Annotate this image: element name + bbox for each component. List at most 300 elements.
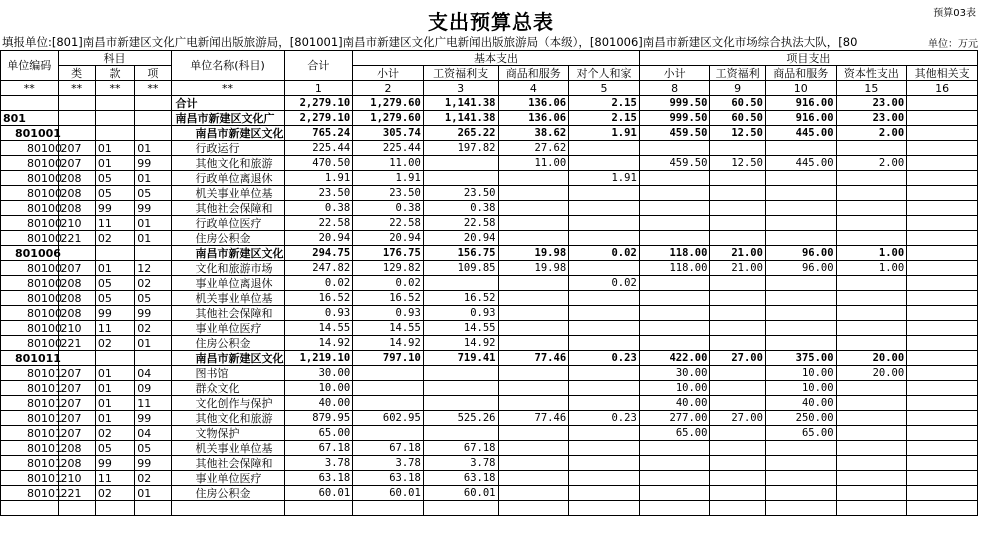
xiang-cell: 01 [135, 171, 171, 186]
basic-wage-cell [423, 366, 498, 381]
total-cell: 0.38 [284, 201, 353, 216]
project-capital-cell [836, 486, 907, 501]
basic-personal-cell [569, 426, 640, 441]
basic-personal-cell: 2.15 [569, 111, 640, 126]
table-row [1, 351, 978, 366]
total-cell: 67.18 [284, 441, 353, 456]
total-cell: 765.24 [284, 126, 353, 141]
xiang-cell [135, 126, 171, 141]
basic-goods-cell [498, 471, 569, 486]
code-cell: 80100 [1, 171, 59, 186]
basic-goods-cell [498, 186, 569, 201]
project-goods-cell: 916.00 [765, 111, 836, 126]
name-cell: 文物保护 [171, 426, 284, 441]
name-cell: 南昌市新建区文化 [171, 351, 284, 366]
table-row [1, 291, 978, 306]
lei-cell: 208 [58, 441, 95, 456]
kuan-cell: 11 [95, 216, 134, 231]
basic-goods-cell [498, 321, 569, 336]
code-cell: 80100 [1, 231, 59, 246]
name-cell: 文化和旅游市场 [171, 261, 284, 276]
basic-wage-cell [423, 426, 498, 441]
kuan-cell: 11 [95, 321, 134, 336]
index-cell: 16 [907, 81, 978, 96]
index-cell: ** [171, 81, 284, 96]
basic-personal-cell: 1.91 [569, 171, 640, 186]
project-subtotal-cell: 118.00 [639, 261, 710, 276]
code-cell: 801011 [1, 351, 59, 366]
basic-subtotal-cell [353, 366, 424, 381]
project-subtotal-cell [639, 486, 710, 501]
lei-cell: 207 [58, 141, 95, 156]
basic-subtotal-cell: 11.00 [353, 156, 424, 171]
table-row [1, 141, 978, 156]
basic-subtotal-cell: 3.78 [353, 456, 424, 471]
basic-subtotal-cell: 63.18 [353, 471, 424, 486]
project-wage-cell [710, 141, 766, 156]
xiang-cell [135, 246, 171, 261]
project-other-cell [907, 381, 978, 396]
basic-personal-cell [569, 396, 640, 411]
project-wage-cell: 12.50 [710, 126, 766, 141]
project-subtotal-cell [639, 291, 710, 306]
xiang-cell: 02 [135, 471, 171, 486]
lei-cell: 207 [58, 381, 95, 396]
basic-goods-cell [498, 381, 569, 396]
header-basic-sub: 小计 [353, 66, 424, 81]
basic-wage-cell: 719.41 [423, 351, 498, 366]
budget-table [0, 50, 978, 516]
header-subject: 科目 [58, 51, 171, 66]
project-subtotal-cell [639, 171, 710, 186]
project-goods-cell [765, 441, 836, 456]
table-row [1, 96, 978, 111]
project-capital-cell [836, 141, 907, 156]
lei-cell: 208 [58, 276, 95, 291]
project-other-cell [907, 276, 978, 291]
basic-subtotal-cell [353, 426, 424, 441]
kuan-cell: 01 [95, 261, 134, 276]
kuan-cell [95, 246, 134, 261]
basic-goods-cell [498, 441, 569, 456]
project-other-cell [907, 426, 978, 441]
basic-personal-cell [569, 366, 640, 381]
project-other-cell [907, 486, 978, 501]
basic-personal-cell [569, 156, 640, 171]
total-cell: 2,279.10 [284, 96, 353, 111]
basic-goods-cell [498, 366, 569, 381]
code-cell: 80100 [1, 156, 59, 171]
project-wage-cell [710, 366, 766, 381]
lei-cell: 210 [58, 471, 95, 486]
project-capital-cell [836, 456, 907, 471]
lei-cell [58, 111, 95, 126]
lei-cell: 207 [58, 156, 95, 171]
project-other-cell [907, 111, 978, 126]
project-capital-cell [836, 186, 907, 201]
xiang-cell: 01 [135, 486, 171, 501]
basic-personal-cell: 0.02 [569, 246, 640, 261]
name-cell: 南昌市新建区文化 [171, 126, 284, 141]
project-subtotal-cell: 65.00 [639, 426, 710, 441]
basic-wage-cell [423, 171, 498, 186]
project-wage-cell: 21.00 [710, 261, 766, 276]
project-goods-cell [765, 486, 836, 501]
basic-wage-cell: 197.82 [423, 141, 498, 156]
index-cell: ** [135, 81, 171, 96]
basic-subtotal-cell [353, 381, 424, 396]
basic-personal-cell: 1.91 [569, 126, 640, 141]
index-cell: 5 [569, 81, 640, 96]
basic-subtotal-cell: 23.50 [353, 186, 424, 201]
name-cell: 其他社会保障和 [171, 306, 284, 321]
project-subtotal-cell: 277.00 [639, 411, 710, 426]
header-xiang: 项 [135, 66, 171, 81]
code-cell: 80101 [1, 426, 59, 441]
lei-cell: 208 [58, 186, 95, 201]
report-code: 预算03表 [933, 8, 976, 19]
code-cell: 80100 [1, 321, 59, 336]
basic-subtotal-cell: 22.58 [353, 216, 424, 231]
project-goods-cell [765, 216, 836, 231]
table-row [1, 456, 978, 471]
project-goods-cell [765, 291, 836, 306]
project-capital-cell: 23.00 [836, 111, 907, 126]
kuan-cell: 02 [95, 231, 134, 246]
project-wage-cell [710, 441, 766, 456]
kuan-cell: 02 [95, 426, 134, 441]
project-goods-cell: 375.00 [765, 351, 836, 366]
project-wage-cell [710, 216, 766, 231]
project-goods-cell [765, 501, 836, 516]
name-cell: 事业单位离退休 [171, 276, 284, 291]
basic-personal-cell [569, 381, 640, 396]
project-other-cell [907, 336, 978, 351]
header-proj-other: 其他相关支 [907, 66, 978, 81]
project-goods-cell: 65.00 [765, 426, 836, 441]
project-capital-cell [836, 306, 907, 321]
table-row [1, 246, 978, 261]
xiang-cell: 04 [135, 366, 171, 381]
name-cell: 事业单位医疗 [171, 471, 284, 486]
basic-personal-cell [569, 186, 640, 201]
basic-goods-cell [498, 201, 569, 216]
xiang-cell: 01 [135, 141, 171, 156]
basic-goods-cell: 27.62 [498, 141, 569, 156]
code-cell: 80101 [1, 366, 59, 381]
lei-cell: 210 [58, 216, 95, 231]
project-capital-cell: 2.00 [836, 126, 907, 141]
project-wage-cell [710, 486, 766, 501]
total-cell: 225.44 [284, 141, 353, 156]
project-capital-cell [836, 381, 907, 396]
project-subtotal-cell [639, 201, 710, 216]
name-cell: 住房公积金 [171, 336, 284, 351]
kuan-cell [95, 351, 134, 366]
index-cell: 15 [836, 81, 907, 96]
name-cell: 其他社会保障和 [171, 201, 284, 216]
project-subtotal-cell [639, 231, 710, 246]
total-cell: 16.52 [284, 291, 353, 306]
basic-personal-cell [569, 291, 640, 306]
project-subtotal-cell [639, 501, 710, 516]
kuan-cell: 01 [95, 381, 134, 396]
name-cell: 机关事业单位基 [171, 186, 284, 201]
basic-personal-cell [569, 321, 640, 336]
index-cell: 9 [710, 81, 766, 96]
basic-subtotal-cell: 1,279.60 [353, 96, 424, 111]
project-capital-cell [836, 441, 907, 456]
kuan-cell: 01 [95, 141, 134, 156]
basic-subtotal-cell: 602.95 [353, 411, 424, 426]
index-cell: ** [1, 81, 59, 96]
project-subtotal-cell: 118.00 [639, 246, 710, 261]
basic-subtotal-cell: 225.44 [353, 141, 424, 156]
basic-wage-cell: 14.55 [423, 321, 498, 336]
total-cell: 2,279.10 [284, 111, 353, 126]
total-cell: 14.55 [284, 321, 353, 336]
name-cell: 住房公积金 [171, 231, 284, 246]
table-row [1, 336, 978, 351]
lei-cell: 208 [58, 291, 95, 306]
xiang-cell: 99 [135, 201, 171, 216]
lei-cell [58, 126, 95, 141]
kuan-cell: 99 [95, 306, 134, 321]
total-cell: 65.00 [284, 426, 353, 441]
name-cell: 行政单位离退休 [171, 171, 284, 186]
filing-unit: 填报单位:[801]南昌市新建区文化广电新闻出版旅游局，[801001]南昌市新建区文化广电新闻出版旅游局（本级），[801006]南昌市新建区文化市场综合执法大队，[80 [2, 35, 858, 49]
project-wage-cell: 21.00 [710, 246, 766, 261]
project-goods-cell [765, 306, 836, 321]
project-subtotal-cell [639, 186, 710, 201]
project-subtotal-cell: 999.50 [639, 96, 710, 111]
project-wage-cell [710, 471, 766, 486]
basic-wage-cell: 0.38 [423, 201, 498, 216]
project-wage-cell [710, 396, 766, 411]
project-other-cell [907, 171, 978, 186]
xiang-cell: 05 [135, 441, 171, 456]
basic-personal-cell [569, 201, 640, 216]
total-cell: 1,219.10 [284, 351, 353, 366]
project-capital-cell: 20.00 [836, 351, 907, 366]
project-goods-cell: 96.00 [765, 246, 836, 261]
basic-goods-cell [498, 231, 569, 246]
basic-goods-cell: 136.06 [498, 111, 569, 126]
project-capital-cell [836, 501, 907, 516]
project-other-cell [907, 96, 978, 111]
header-total: 合计 [284, 51, 353, 81]
total-cell: 23.50 [284, 186, 353, 201]
table-row [1, 501, 978, 516]
basic-wage-cell [423, 501, 498, 516]
basic-wage-cell: 22.58 [423, 216, 498, 231]
name-cell [171, 501, 284, 516]
table-row [1, 396, 978, 411]
basic-personal-cell: 0.23 [569, 351, 640, 366]
total-cell: 470.50 [284, 156, 353, 171]
xiang-cell: 12 [135, 261, 171, 276]
header-proj-wage: 工资福利 [710, 66, 766, 81]
code-cell: 80101 [1, 486, 59, 501]
basic-subtotal-cell: 797.10 [353, 351, 424, 366]
name-cell: 文化创作与保护 [171, 396, 284, 411]
total-cell: 0.93 [284, 306, 353, 321]
basic-wage-cell: 60.01 [423, 486, 498, 501]
table-row [1, 231, 978, 246]
project-other-cell [907, 291, 978, 306]
project-goods-cell [765, 456, 836, 471]
project-wage-cell [710, 381, 766, 396]
header-code: 单位编码 [1, 51, 59, 81]
project-subtotal-cell [639, 471, 710, 486]
basic-personal-cell [569, 141, 640, 156]
table-row [1, 366, 978, 381]
project-capital-cell [836, 201, 907, 216]
basic-goods-cell: 77.46 [498, 411, 569, 426]
code-cell: 80100 [1, 201, 59, 216]
project-goods-cell: 10.00 [765, 381, 836, 396]
index-cell: ** [58, 81, 95, 96]
project-capital-cell [836, 216, 907, 231]
table-row [1, 156, 978, 171]
xiang-cell: 04 [135, 426, 171, 441]
project-subtotal-cell: 459.50 [639, 126, 710, 141]
index-cell: 3 [423, 81, 498, 96]
kuan-cell: 01 [95, 396, 134, 411]
lei-cell: 207 [58, 426, 95, 441]
project-wage-cell [710, 276, 766, 291]
basic-wage-cell: 23.50 [423, 186, 498, 201]
project-other-cell [907, 231, 978, 246]
kuan-cell: 05 [95, 441, 134, 456]
basic-subtotal-cell: 176.75 [353, 246, 424, 261]
project-capital-cell [836, 336, 907, 351]
lei-cell: 207 [58, 261, 95, 276]
basic-subtotal-cell: 129.82 [353, 261, 424, 276]
table-row [1, 216, 978, 231]
code-cell: 80101 [1, 456, 59, 471]
xiang-cell: 02 [135, 276, 171, 291]
project-goods-cell: 916.00 [765, 96, 836, 111]
kuan-cell: 99 [95, 201, 134, 216]
lei-cell: 208 [58, 456, 95, 471]
project-wage-cell [710, 456, 766, 471]
total-cell: 22.58 [284, 216, 353, 231]
lei-cell: 207 [58, 411, 95, 426]
project-goods-cell [765, 336, 836, 351]
project-other-cell [907, 456, 978, 471]
project-other-cell [907, 126, 978, 141]
kuan-cell: 99 [95, 456, 134, 471]
code-cell [1, 96, 59, 111]
basic-goods-cell [498, 171, 569, 186]
basic-goods-cell [498, 426, 569, 441]
basic-goods-cell: 38.62 [498, 126, 569, 141]
project-other-cell [907, 501, 978, 516]
basic-wage-cell: 67.18 [423, 441, 498, 456]
project-other-cell [907, 411, 978, 426]
table-row [1, 411, 978, 426]
header-proj-goods: 商品和服务 [765, 66, 836, 81]
basic-goods-cell [498, 306, 569, 321]
name-cell: 其他文化和旅游 [171, 411, 284, 426]
project-capital-cell [836, 426, 907, 441]
project-wage-cell [710, 336, 766, 351]
total-cell: 10.00 [284, 381, 353, 396]
project-wage-cell [710, 321, 766, 336]
basic-wage-cell: 156.75 [423, 246, 498, 261]
project-capital-cell: 1.00 [836, 246, 907, 261]
project-other-cell [907, 396, 978, 411]
kuan-cell: 05 [95, 276, 134, 291]
project-wage-cell: 60.50 [710, 111, 766, 126]
kuan-cell [95, 96, 134, 111]
total-cell: 14.92 [284, 336, 353, 351]
code-cell: 801006 [1, 246, 59, 261]
code-cell [1, 501, 59, 516]
code-cell: 801 [1, 111, 59, 126]
code-cell: 80100 [1, 306, 59, 321]
project-goods-cell: 250.00 [765, 411, 836, 426]
index-cell: 2 [353, 81, 424, 96]
basic-goods-cell [498, 336, 569, 351]
project-subtotal-cell [639, 441, 710, 456]
xiang-cell: 01 [135, 216, 171, 231]
project-goods-cell: 40.00 [765, 396, 836, 411]
code-cell: 80101 [1, 471, 59, 486]
project-goods-cell [765, 231, 836, 246]
basic-wage-cell: 20.94 [423, 231, 498, 246]
basic-subtotal-cell: 1.91 [353, 171, 424, 186]
total-cell: 30.00 [284, 366, 353, 381]
project-other-cell [907, 261, 978, 276]
header-basic: 基本支出 [353, 51, 640, 66]
table-row [1, 126, 978, 141]
code-cell: 80100 [1, 336, 59, 351]
code-cell: 80101 [1, 441, 59, 456]
basic-wage-cell [423, 156, 498, 171]
project-wage-cell [710, 231, 766, 246]
project-other-cell [907, 441, 978, 456]
basic-goods-cell: 19.98 [498, 246, 569, 261]
name-cell: 住房公积金 [171, 486, 284, 501]
basic-personal-cell [569, 456, 640, 471]
header-project: 项目支出 [639, 51, 977, 66]
kuan-cell: 05 [95, 171, 134, 186]
xiang-cell [135, 351, 171, 366]
project-other-cell [907, 366, 978, 381]
basic-subtotal-cell: 67.18 [353, 441, 424, 456]
total-cell: 40.00 [284, 396, 353, 411]
lei-cell: 208 [58, 171, 95, 186]
project-capital-cell [836, 171, 907, 186]
basic-personal-cell [569, 441, 640, 456]
xiang-cell: 02 [135, 321, 171, 336]
basic-personal-cell [569, 336, 640, 351]
code-cell: 80100 [1, 261, 59, 276]
lei-cell: 207 [58, 366, 95, 381]
project-subtotal-cell: 422.00 [639, 351, 710, 366]
project-wage-cell: 27.00 [710, 411, 766, 426]
kuan-cell: 01 [95, 411, 134, 426]
table-row [1, 486, 978, 501]
index-cell: ** [95, 81, 134, 96]
table-row [1, 426, 978, 441]
xiang-cell: 99 [135, 156, 171, 171]
lei-cell: 207 [58, 396, 95, 411]
project-other-cell [907, 351, 978, 366]
lei-cell [58, 501, 95, 516]
